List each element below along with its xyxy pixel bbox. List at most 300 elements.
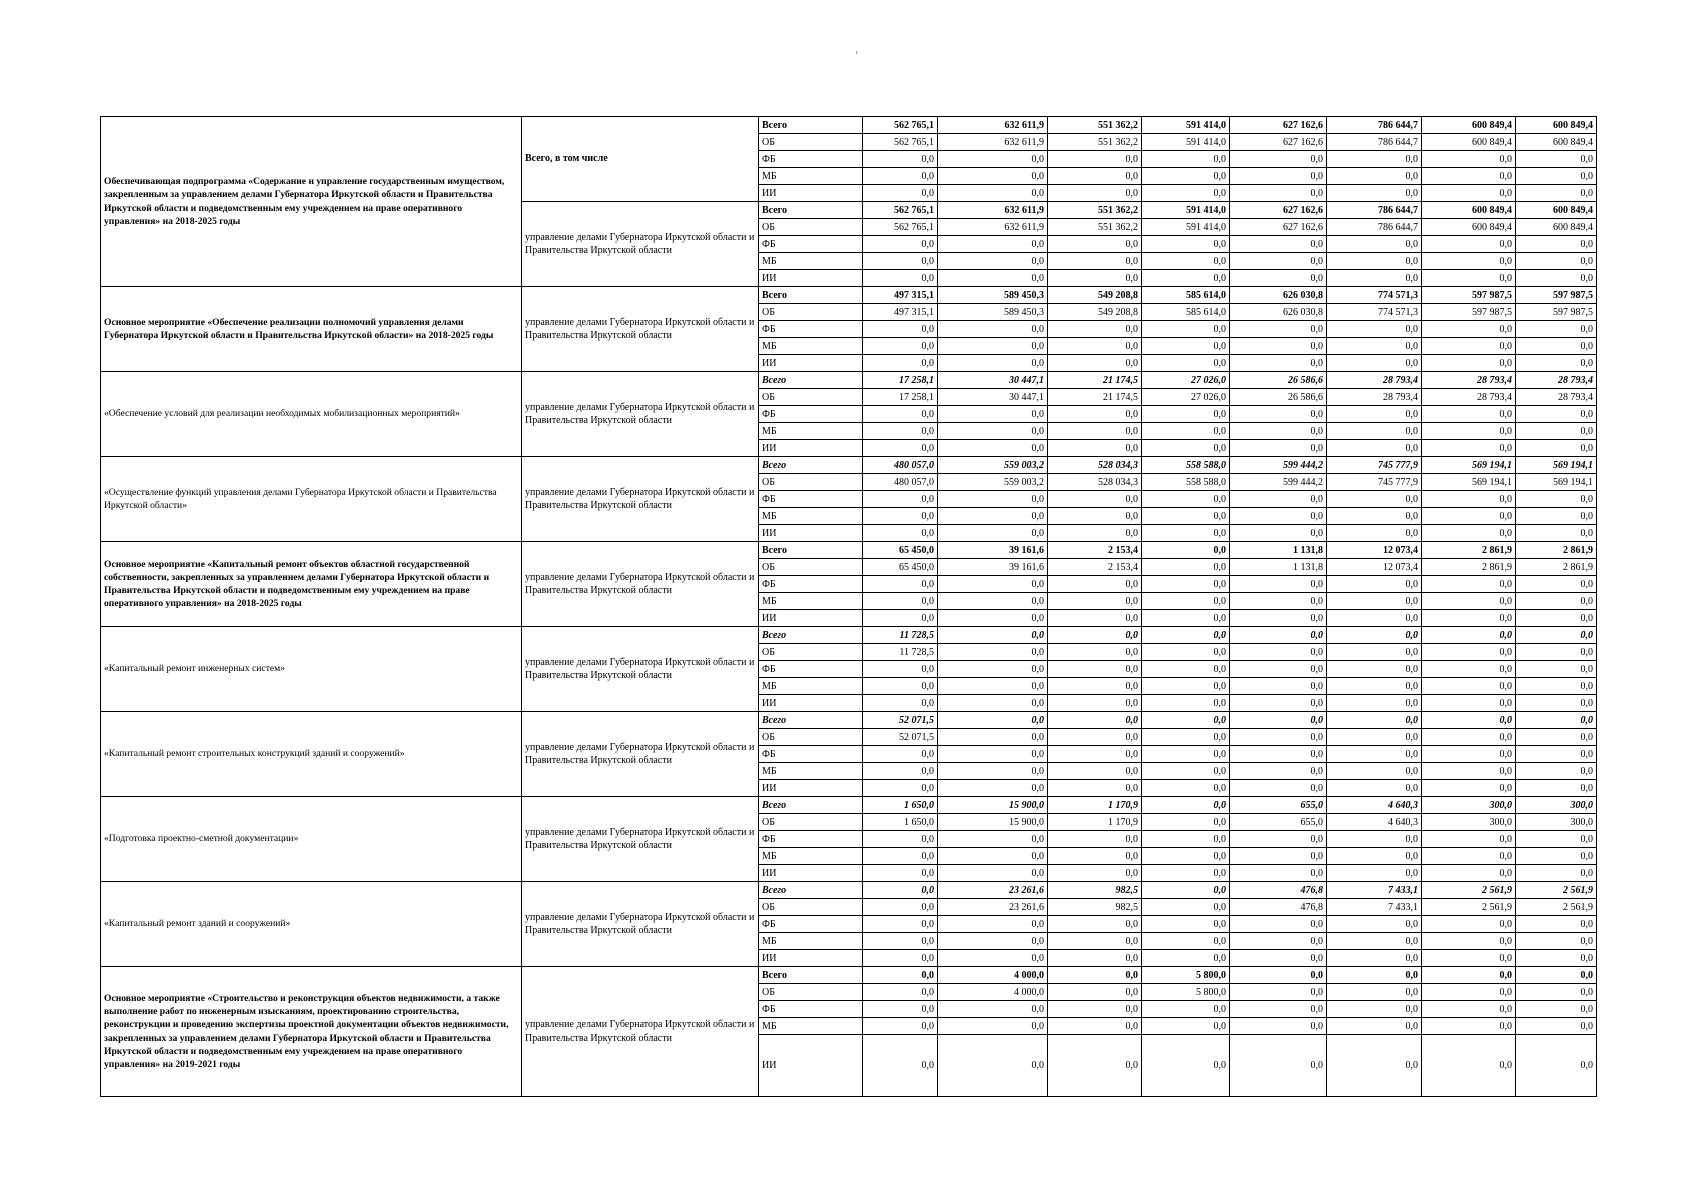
- amount-cell: 2 561,9: [1516, 882, 1597, 899]
- amount-cell: 600 849,4: [1516, 202, 1597, 219]
- amount-cell: 0,0: [1230, 848, 1327, 865]
- amount-cell: 0,0: [1230, 729, 1327, 746]
- amount-cell: 0,0: [1516, 423, 1597, 440]
- amount-cell: 655,0: [1230, 814, 1327, 831]
- amount-cell: 0,0: [1516, 831, 1597, 848]
- amount-cell: 0,0: [1230, 508, 1327, 525]
- amount-cell: 0,0: [1048, 576, 1142, 593]
- amount-cell: 0,0: [863, 865, 938, 882]
- executor-name: Всего, в том числе: [522, 117, 759, 202]
- amount-cell: 0,0: [1142, 423, 1230, 440]
- amount-cell: 0,0: [863, 406, 938, 423]
- funding-source: Всего: [759, 712, 863, 729]
- amount-cell: 0,0: [1230, 661, 1327, 678]
- amount-cell: 0,0: [1230, 763, 1327, 780]
- amount-cell: 0,0: [863, 661, 938, 678]
- amount-cell: 0,0: [1422, 338, 1516, 355]
- amount-cell: 15 900,0: [938, 797, 1048, 814]
- amount-cell: 0,0: [1142, 661, 1230, 678]
- amount-cell: 65 450,0: [863, 542, 938, 559]
- amount-cell: 0,0: [863, 831, 938, 848]
- amount-cell: 0,0: [1142, 1018, 1230, 1035]
- amount-cell: 0,0: [1422, 695, 1516, 712]
- amount-cell: 300,0: [1516, 797, 1597, 814]
- table-row: [101, 287, 1597, 304]
- amount-cell: 632 611,9: [938, 202, 1048, 219]
- amount-cell: 0,0: [1048, 270, 1142, 287]
- amount-cell: 0,0: [863, 236, 938, 253]
- amount-cell: 1 131,8: [1230, 559, 1327, 576]
- amount-cell: 0,0: [1516, 321, 1597, 338]
- amount-cell: 0,0: [1422, 355, 1516, 372]
- amount-cell: 600 849,4: [1516, 134, 1597, 151]
- amount-cell: 0,0: [938, 508, 1048, 525]
- amount-cell: 0,0: [938, 712, 1048, 729]
- amount-cell: 0,0: [1422, 950, 1516, 967]
- table-row: [101, 712, 1597, 729]
- amount-cell: 0,0: [1142, 593, 1230, 610]
- amount-cell: 0,0: [938, 916, 1048, 933]
- amount-cell: 27 026,0: [1142, 389, 1230, 406]
- funding-source: ОБ: [759, 729, 863, 746]
- funding-source: ФБ: [759, 1001, 863, 1018]
- amount-cell: 0,0: [1422, 151, 1516, 168]
- executor-name: управление делами Губернатора Иркутской области и Правительства Иркутской области: [522, 457, 759, 542]
- amount-cell: 0,0: [1142, 236, 1230, 253]
- amount-cell: 0,0: [1422, 678, 1516, 695]
- amount-cell: 600 849,4: [1422, 202, 1516, 219]
- executor-name: управление делами Губернатора Иркутской области и Правительства Иркутской области: [522, 797, 759, 882]
- amount-cell: 1 650,0: [863, 797, 938, 814]
- activity-name: Основное мероприятие «Обеспечение реализации полномочий управления делами Губернатора Иркутской области и Правительства Иркутской области» на 2018-2025 годы: [101, 287, 522, 372]
- amount-cell: 597 987,5: [1422, 287, 1516, 304]
- amount-cell: 2 861,9: [1422, 542, 1516, 559]
- amount-cell: 655,0: [1230, 797, 1327, 814]
- amount-cell: 0,0: [1516, 355, 1597, 372]
- amount-cell: 0,0: [1516, 780, 1597, 797]
- amount-cell: 597 987,5: [1422, 304, 1516, 321]
- amount-cell: 0,0: [1142, 525, 1230, 542]
- amount-cell: 589 450,3: [938, 304, 1048, 321]
- amount-cell: 0,0: [938, 746, 1048, 763]
- amount-cell: 0,0: [863, 1018, 938, 1035]
- amount-cell: 569 194,1: [1422, 457, 1516, 474]
- amount-cell: 0,0: [1048, 593, 1142, 610]
- amount-cell: 0,0: [1230, 712, 1327, 729]
- amount-cell: 0,0: [1422, 576, 1516, 593]
- amount-cell: 0,0: [863, 355, 938, 372]
- amount-cell: 626 030,8: [1230, 287, 1327, 304]
- amount-cell: 28 793,4: [1422, 372, 1516, 389]
- amount-cell: 0,0: [863, 695, 938, 712]
- amount-cell: 0,0: [1048, 185, 1142, 202]
- amount-cell: 2 861,9: [1516, 559, 1597, 576]
- amount-cell: 549 208,8: [1048, 304, 1142, 321]
- amount-cell: 0,0: [1422, 780, 1516, 797]
- amount-cell: 0,0: [1516, 525, 1597, 542]
- amount-cell: 0,0: [1516, 1035, 1597, 1097]
- amount-cell: 551 362,2: [1048, 117, 1142, 134]
- amount-cell: 0,0: [1327, 678, 1422, 695]
- funding-source: ИИ: [759, 185, 863, 202]
- amount-cell: 4 000,0: [938, 984, 1048, 1001]
- amount-cell: 0,0: [1327, 933, 1422, 950]
- funding-source: МБ: [759, 423, 863, 440]
- amount-cell: 0,0: [863, 168, 938, 185]
- funding-source: Всего: [759, 457, 863, 474]
- amount-cell: 600 849,4: [1422, 117, 1516, 134]
- amount-cell: 0,0: [938, 440, 1048, 457]
- funding-source: МБ: [759, 678, 863, 695]
- funding-source: Всего: [759, 117, 863, 134]
- amount-cell: 2 153,4: [1048, 559, 1142, 576]
- amount-cell: 562 765,1: [863, 202, 938, 219]
- amount-cell: 0,0: [863, 967, 938, 984]
- amount-cell: 0,0: [1422, 746, 1516, 763]
- amount-cell: 0,0: [1327, 236, 1422, 253]
- amount-cell: 0,0: [1230, 236, 1327, 253]
- amount-cell: 0,0: [938, 610, 1048, 627]
- funding-source: МБ: [759, 168, 863, 185]
- amount-cell: 11 728,5: [863, 627, 938, 644]
- amount-cell: 0,0: [1142, 253, 1230, 270]
- amount-cell: 0,0: [1230, 253, 1327, 270]
- amount-cell: 476,8: [1230, 882, 1327, 899]
- funding-source: МБ: [759, 763, 863, 780]
- amount-cell: 0,0: [1142, 559, 1230, 576]
- amount-cell: 0,0: [863, 321, 938, 338]
- amount-cell: 0,0: [1516, 610, 1597, 627]
- amount-cell: 0,0: [1516, 644, 1597, 661]
- amount-cell: 0,0: [1048, 508, 1142, 525]
- amount-cell: 0,0: [1422, 848, 1516, 865]
- amount-cell: 591 414,0: [1142, 134, 1230, 151]
- page-mark: ': [856, 50, 858, 60]
- amount-cell: 0,0: [938, 644, 1048, 661]
- amount-cell: 0,0: [863, 593, 938, 610]
- amount-cell: 0,0: [1048, 338, 1142, 355]
- activity-name: «Осуществление функций управления делами Губернатора Иркутской области и Правительства Иркутской области»: [101, 457, 522, 542]
- amount-cell: 627 162,6: [1230, 202, 1327, 219]
- funding-source: ОБ: [759, 389, 863, 406]
- executor-name: управление делами Губернатора Иркутской области и Правительства Иркутской области: [522, 372, 759, 457]
- amount-cell: 0,0: [1327, 406, 1422, 423]
- amount-cell: 0,0: [1516, 848, 1597, 865]
- amount-cell: 0,0: [938, 1035, 1048, 1097]
- amount-cell: 0,0: [1422, 491, 1516, 508]
- amount-cell: 0,0: [1048, 695, 1142, 712]
- amount-cell: 0,0: [1516, 916, 1597, 933]
- amount-cell: 0,0: [863, 950, 938, 967]
- amount-cell: 0,0: [1142, 440, 1230, 457]
- amount-cell: 0,0: [1327, 746, 1422, 763]
- amount-cell: 1 131,8: [1230, 542, 1327, 559]
- amount-cell: 0,0: [1327, 950, 1422, 967]
- table-row: [101, 457, 1597, 474]
- amount-cell: 0,0: [1142, 899, 1230, 916]
- amount-cell: 0,0: [938, 729, 1048, 746]
- amount-cell: 5 800,0: [1142, 984, 1230, 1001]
- amount-cell: 786 644,7: [1327, 202, 1422, 219]
- amount-cell: 0,0: [1516, 678, 1597, 695]
- amount-cell: 39 161,6: [938, 559, 1048, 576]
- amount-cell: 0,0: [1422, 831, 1516, 848]
- amount-cell: 0,0: [1048, 491, 1142, 508]
- funding-source: ФБ: [759, 406, 863, 423]
- funding-source: Всего: [759, 882, 863, 899]
- amount-cell: 0,0: [1422, 712, 1516, 729]
- amount-cell: 30 447,1: [938, 389, 1048, 406]
- funding-source: ИИ: [759, 1035, 863, 1097]
- amount-cell: 15 900,0: [938, 814, 1048, 831]
- amount-cell: 0,0: [863, 253, 938, 270]
- amount-cell: 0,0: [1230, 423, 1327, 440]
- funding-source: ИИ: [759, 610, 863, 627]
- amount-cell: 0,0: [863, 933, 938, 950]
- amount-cell: 0,0: [863, 899, 938, 916]
- executor-name: управление делами Губернатора Иркутской области и Правительства Иркутской области: [522, 542, 759, 627]
- amount-cell: 0,0: [1327, 593, 1422, 610]
- amount-cell: 0,0: [1422, 1018, 1516, 1035]
- amount-cell: 0,0: [1142, 729, 1230, 746]
- amount-cell: 0,0: [1327, 151, 1422, 168]
- amount-cell: 0,0: [1142, 746, 1230, 763]
- amount-cell: 2 861,9: [1422, 559, 1516, 576]
- amount-cell: 7 433,1: [1327, 882, 1422, 899]
- amount-cell: 528 034,3: [1048, 474, 1142, 491]
- amount-cell: 0,0: [1422, 321, 1516, 338]
- amount-cell: 0,0: [938, 950, 1048, 967]
- amount-cell: 28 793,4: [1327, 372, 1422, 389]
- executor-name: управление делами Губернатора Иркутской области и Правительства Иркутской области: [522, 287, 759, 372]
- amount-cell: 0,0: [1142, 780, 1230, 797]
- amount-cell: 0,0: [1422, 593, 1516, 610]
- amount-cell: 0,0: [1048, 831, 1142, 848]
- amount-cell: 0,0: [1142, 831, 1230, 848]
- amount-cell: 0,0: [1142, 338, 1230, 355]
- amount-cell: 0,0: [1327, 270, 1422, 287]
- amount-cell: 0,0: [1142, 950, 1230, 967]
- funding-source: ФБ: [759, 831, 863, 848]
- amount-cell: 0,0: [1230, 916, 1327, 933]
- executor-name: управление делами Губернатора Иркутской области и Правительства Иркутской области: [522, 627, 759, 712]
- funding-source: ИИ: [759, 355, 863, 372]
- amount-cell: 0,0: [1516, 576, 1597, 593]
- amount-cell: 591 414,0: [1142, 117, 1230, 134]
- amount-cell: 0,0: [1516, 270, 1597, 287]
- amount-cell: 0,0: [1422, 270, 1516, 287]
- amount-cell: 632 611,9: [938, 219, 1048, 236]
- amount-cell: 0,0: [1048, 406, 1142, 423]
- amount-cell: 2 561,9: [1516, 899, 1597, 916]
- amount-cell: 0,0: [938, 423, 1048, 440]
- amount-cell: 0,0: [1230, 406, 1327, 423]
- amount-cell: 0,0: [1142, 542, 1230, 559]
- amount-cell: 30 447,1: [938, 372, 1048, 389]
- amount-cell: 0,0: [1327, 984, 1422, 1001]
- amount-cell: 0,0: [1142, 644, 1230, 661]
- amount-cell: 300,0: [1422, 797, 1516, 814]
- amount-cell: 562 765,1: [863, 219, 938, 236]
- amount-cell: 0,0: [938, 270, 1048, 287]
- amount-cell: 0,0: [1422, 1035, 1516, 1097]
- amount-cell: 0,0: [1516, 763, 1597, 780]
- amount-cell: 591 414,0: [1142, 202, 1230, 219]
- amount-cell: 0,0: [1422, 967, 1516, 984]
- amount-cell: 0,0: [1422, 168, 1516, 185]
- amount-cell: 0,0: [1327, 338, 1422, 355]
- amount-cell: 0,0: [1327, 729, 1422, 746]
- amount-cell: 0,0: [1327, 168, 1422, 185]
- amount-cell: 12 073,4: [1327, 542, 1422, 559]
- amount-cell: 0,0: [1048, 984, 1142, 1001]
- amount-cell: 21 174,5: [1048, 372, 1142, 389]
- amount-cell: 0,0: [1516, 984, 1597, 1001]
- amount-cell: 0,0: [938, 236, 1048, 253]
- funding-source: МБ: [759, 848, 863, 865]
- amount-cell: 52 071,5: [863, 729, 938, 746]
- amount-cell: 0,0: [1142, 185, 1230, 202]
- amount-cell: 39 161,6: [938, 542, 1048, 559]
- amount-cell: 0,0: [1048, 168, 1142, 185]
- amount-cell: 0,0: [1327, 916, 1422, 933]
- amount-cell: 0,0: [938, 491, 1048, 508]
- amount-cell: 0,0: [1516, 185, 1597, 202]
- amount-cell: 0,0: [1327, 661, 1422, 678]
- amount-cell: 12 073,4: [1327, 559, 1422, 576]
- amount-cell: 0,0: [1230, 321, 1327, 338]
- funding-source: Всего: [759, 967, 863, 984]
- amount-cell: 0,0: [1422, 406, 1516, 423]
- amount-cell: 0,0: [1048, 780, 1142, 797]
- funding-source: МБ: [759, 508, 863, 525]
- amount-cell: 0,0: [1230, 185, 1327, 202]
- amount-cell: 600 849,4: [1516, 117, 1597, 134]
- amount-cell: 0,0: [1516, 1001, 1597, 1018]
- activity-name: «Капитальный ремонт строительных конструкций зданий и сооружений»: [101, 712, 522, 797]
- amount-cell: 569 194,1: [1516, 457, 1597, 474]
- funding-source: ОБ: [759, 134, 863, 151]
- amount-cell: 627 162,6: [1230, 117, 1327, 134]
- amount-cell: 585 614,0: [1142, 304, 1230, 321]
- amount-cell: 589 450,3: [938, 287, 1048, 304]
- amount-cell: 0,0: [863, 423, 938, 440]
- amount-cell: 627 162,6: [1230, 219, 1327, 236]
- amount-cell: 786 644,7: [1327, 117, 1422, 134]
- amount-cell: 0,0: [1327, 865, 1422, 882]
- amount-cell: 786 644,7: [1327, 134, 1422, 151]
- amount-cell: 480 057,0: [863, 457, 938, 474]
- amount-cell: 0,0: [1230, 1018, 1327, 1035]
- amount-cell: 300,0: [1422, 814, 1516, 831]
- financing-table: [100, 116, 1597, 1097]
- amount-cell: 0,0: [1327, 423, 1422, 440]
- funding-source: Всего: [759, 372, 863, 389]
- amount-cell: 0,0: [863, 882, 938, 899]
- amount-cell: 0,0: [1327, 440, 1422, 457]
- amount-cell: 0,0: [1230, 610, 1327, 627]
- amount-cell: 0,0: [1327, 763, 1422, 780]
- amount-cell: 52 071,5: [863, 712, 938, 729]
- amount-cell: 0,0: [1048, 746, 1142, 763]
- funding-source: ФБ: [759, 491, 863, 508]
- amount-cell: 0,0: [1327, 1035, 1422, 1097]
- amount-cell: 0,0: [1230, 695, 1327, 712]
- amount-cell: 0,0: [1142, 355, 1230, 372]
- amount-cell: 0,0: [1327, 253, 1422, 270]
- amount-cell: 0,0: [938, 338, 1048, 355]
- amount-cell: 745 777,9: [1327, 474, 1422, 491]
- amount-cell: 0,0: [863, 610, 938, 627]
- amount-cell: 774 571,3: [1327, 304, 1422, 321]
- amount-cell: 0,0: [1142, 270, 1230, 287]
- amount-cell: 745 777,9: [1327, 457, 1422, 474]
- amount-cell: 597 987,5: [1516, 287, 1597, 304]
- amount-cell: 558 588,0: [1142, 457, 1230, 474]
- amount-cell: 600 849,4: [1516, 219, 1597, 236]
- amount-cell: 1 170,9: [1048, 797, 1142, 814]
- table-row: [101, 797, 1597, 814]
- amount-cell: 0,0: [1142, 576, 1230, 593]
- amount-cell: 626 030,8: [1230, 304, 1327, 321]
- amount-cell: 0,0: [938, 525, 1048, 542]
- amount-cell: 0,0: [1422, 440, 1516, 457]
- amount-cell: 0,0: [1230, 865, 1327, 882]
- activity-name: Основное мероприятие «Капитальный ремонт объектов областной государственной собственности, закрепленных за управлением делами Губернатора Иркутской области и Правительства Иркутской области и подведомственным ему учреждением на праве оперативного управления» на 2018-2025 годы: [101, 542, 522, 627]
- amount-cell: 0,0: [1230, 831, 1327, 848]
- amount-cell: 0,0: [1230, 746, 1327, 763]
- amount-cell: 0,0: [1327, 491, 1422, 508]
- amount-cell: 0,0: [1142, 814, 1230, 831]
- amount-cell: 0,0: [1230, 780, 1327, 797]
- amount-cell: 0,0: [1230, 984, 1327, 1001]
- amount-cell: 0,0: [938, 151, 1048, 168]
- amount-cell: 11 728,5: [863, 644, 938, 661]
- amount-cell: 0,0: [938, 185, 1048, 202]
- amount-cell: 0,0: [1422, 865, 1516, 882]
- amount-cell: 0,0: [938, 576, 1048, 593]
- amount-cell: 0,0: [1516, 729, 1597, 746]
- amount-cell: 476,8: [1230, 899, 1327, 916]
- amount-cell: 0,0: [1230, 151, 1327, 168]
- amount-cell: 0,0: [1048, 865, 1142, 882]
- amount-cell: 549 208,8: [1048, 287, 1142, 304]
- amount-cell: 0,0: [938, 1001, 1048, 1018]
- financing-table-body: [101, 117, 1597, 1097]
- amount-cell: 0,0: [1327, 848, 1422, 865]
- amount-cell: 0,0: [1230, 576, 1327, 593]
- amount-cell: 0,0: [938, 1018, 1048, 1035]
- amount-cell: 982,5: [1048, 882, 1142, 899]
- amount-cell: 0,0: [1230, 355, 1327, 372]
- amount-cell: 0,0: [1048, 355, 1142, 372]
- amount-cell: 0,0: [938, 763, 1048, 780]
- amount-cell: 0,0: [938, 253, 1048, 270]
- amount-cell: 0,0: [1516, 627, 1597, 644]
- amount-cell: 0,0: [938, 168, 1048, 185]
- amount-cell: 0,0: [863, 525, 938, 542]
- amount-cell: 0,0: [1048, 661, 1142, 678]
- amount-cell: 28 793,4: [1516, 389, 1597, 406]
- amount-cell: 2 561,9: [1422, 882, 1516, 899]
- amount-cell: 0,0: [863, 1035, 938, 1097]
- amount-cell: 0,0: [863, 916, 938, 933]
- amount-cell: 0,0: [1422, 1001, 1516, 1018]
- amount-cell: 632 611,9: [938, 134, 1048, 151]
- funding-source: Всего: [759, 287, 863, 304]
- amount-cell: 0,0: [1230, 168, 1327, 185]
- executor-name: управление делами Губернатора Иркутской области и Правительства Иркутской области: [522, 882, 759, 967]
